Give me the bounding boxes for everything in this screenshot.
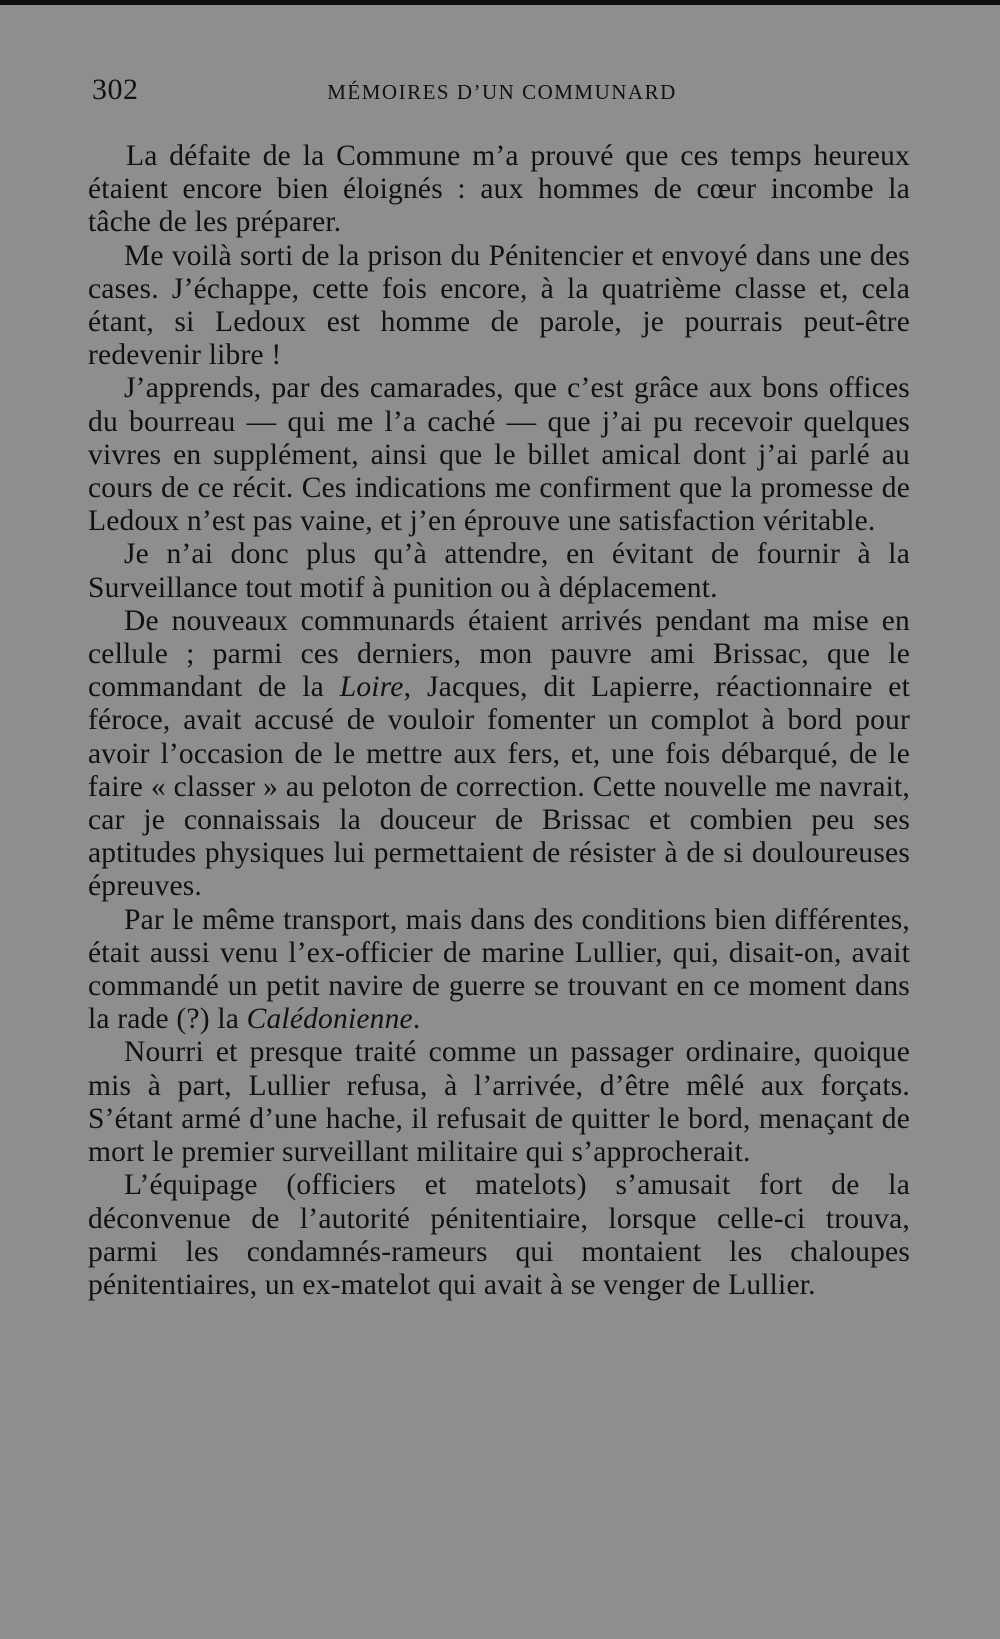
page-header [92, 70, 912, 110]
ship-name-italic: Loire [339, 671, 404, 704]
top-border-rule [0, 0, 1000, 5]
ship-name-italic: Calédonienne [246, 1003, 413, 1036]
paragraph-text: , Jacques, dit Lapierre, réactionnaire et féroce, avait accusé de vouloir fomenter un complot à bord pour avoir l’occasion de le mettre aux fers, et, une fois débarqué, de le faire « classer » au peloton de correction. Cette nouvelle me navrait, car je connaissais la douceur de Brissac et combien peu ses aptitudes physiques lui permettaient de résister à de si douloureuses épreuves. [88, 671, 910, 903]
paragraph [88, 605, 910, 904]
paragraph-text: . [412, 1003, 421, 1036]
paragraph: Nourri et presque traité comme un passager ordinaire, quoique mis à part, Lullier refusa, à l’arrivée, d’être mêlé aux forçats. S’étant armé d’une hache, il refusait de quitter le bord, menaçant de mort le premier surveillant militaire qui s’approcherait. [88, 1036, 910, 1169]
paragraph: L’équipage (officiers et matelots) s’amusait fort de la déconvenue de l’autorité pénitentiaire, lorsque celle-ci trouva, parmi les condamnés-rameurs qui montaient les chaloupes pénitentiaires, un ex-matelot qui avait à se venger de Lullier. [88, 1169, 910, 1301]
page-body [88, 140, 910, 1302]
paragraph-text: De nouveaux communards étaient arrivés pendant ma mise en cellule ; parmi ces derniers, mon pauvre ami Brissac, que le commandant de la [88, 604, 910, 704]
paragraph: Je n’ai donc plus qu’à attendre, en évitant de fournir à la Surveillance tout motif à punition ou à déplacement. [88, 538, 910, 604]
page-number: 302 [92, 73, 139, 106]
running-title: MÉMOIRES D’UN COMMUNARD [327, 80, 677, 104]
paragraph: La défaite de la Commune m’a prouvé que ces temps heureux étaient encore bien éloignés : aux hommes de cœur incombe la tâche de les préparer. [88, 140, 910, 239]
paragraph [88, 904, 910, 1037]
paragraph-text: Par le même transport, mais dans des conditions bien différentes, était aussi venu l’ex-officier de marine Lullier, qui, disait-on, avait commandé un petit navire de guerre se trouvant en ce moment dans la rade (?) la [88, 903, 910, 1036]
paragraph: J’apprends, par des camarades, que c’est grâce aux bons offices du bourreau — qui me l’a caché — que j’ai pu recevoir quelques vivres en supplément, ainsi que le billet amical dont j’ai parlé au cours de ce récit. Ces indications me confirment que la promesse de Ledoux n’est pas vaine, et j’en éprouve une satisfaction véritable. [88, 372, 910, 538]
paragraph: Me voilà sorti de la prison du Pénitencier et envoyé dans une des cases. J’échappe, cette fois encore, à la quatrième classe et, cela étant, si Ledoux est homme de parole, je pourrais peut-être redevenir libre ! [88, 239, 910, 372]
